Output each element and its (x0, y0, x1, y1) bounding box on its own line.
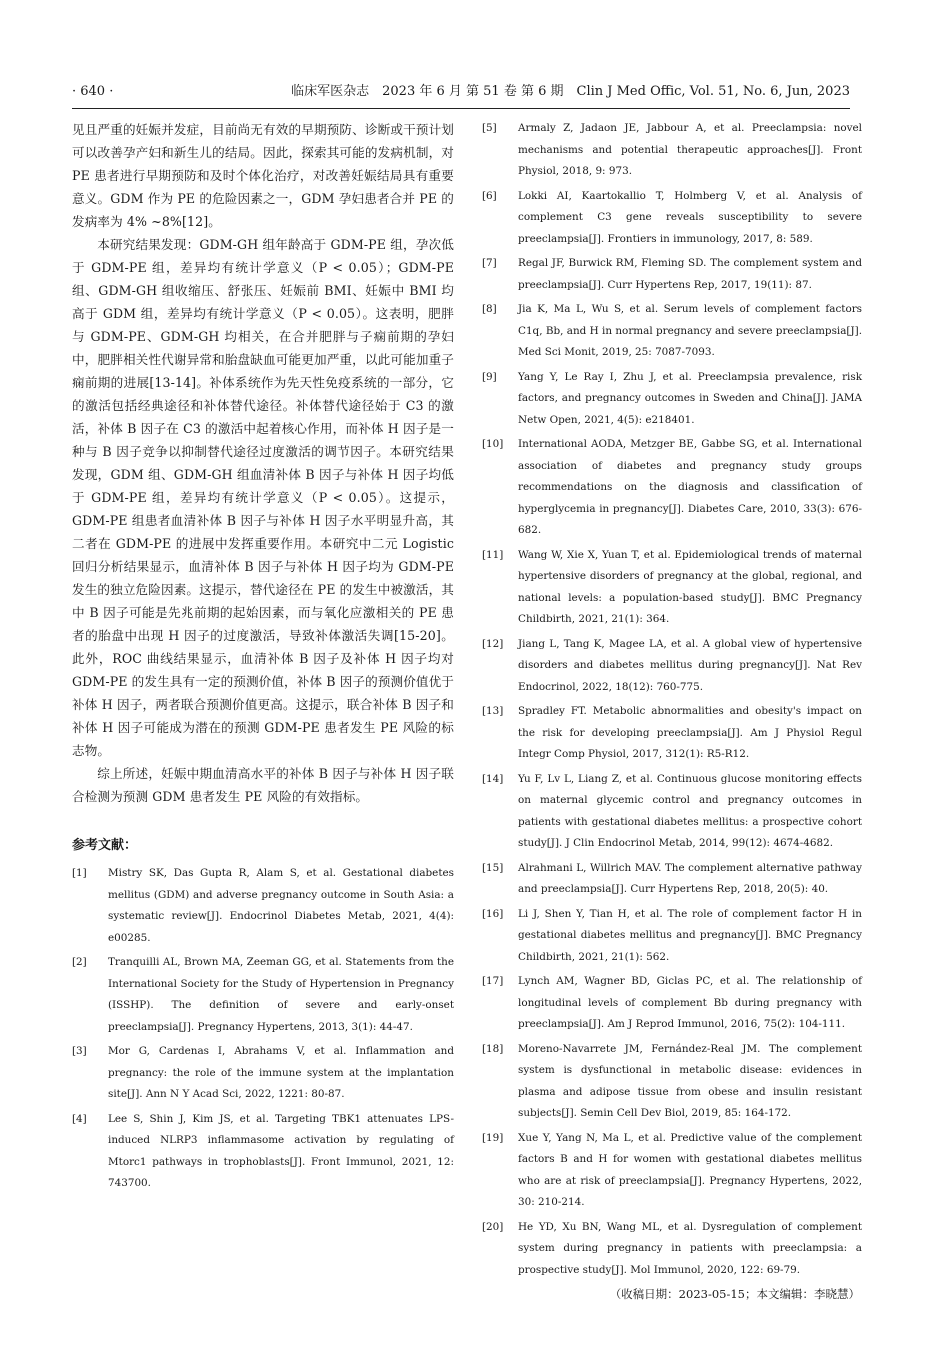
reference-text: Lokki AI, Kaartokallio T, Holmberg V, et al. Analysis of complement C3 gene reveals susceptibility to severe preeclampsia[J]. Frontiers in immunology, 2017, 8: 589. (518, 189, 862, 245)
received-date-note: （收稿日期：2023-05-15；本文编辑：李晓慧） (609, 1287, 860, 1301)
reference-item (482, 367, 862, 432)
reference-list-left (72, 863, 454, 1195)
reference-text: Alrahmani L, Willrich MAV. The complement alternative pathway and preeclampsia[J]. Curr Hypertens Rep, 2018, 20(5): 40. (518, 861, 862, 895)
body-paragraph: 综上所述，妊娠中期血清高水平的补体 B 因子与补体 H 因子联合检测为预测 GDM 患者发生 PE 风险的有效指标。 (72, 766, 454, 804)
reference-text: Moreno-Navarrete JM, Fernández-Real JM. The complement system is dysfunctional in metabolic disease: evidences in plasma and adipose tissue from obese and insulin resistant subjects[J]. Semin Cell Dev Biol, 2019, 85: 164-172. (518, 1042, 862, 1119)
reference-number: [7] (482, 257, 497, 269)
reference-number: [11] (482, 548, 504, 561)
header-rule (72, 108, 850, 109)
reference-text: He YD, Xu BN, Wang ML, et al. Dysregulation of complement system during pregnancy in patients with preeclampsia: a prospective study[J]. Mol Immunol, 2020, 122: 69-79. (518, 1220, 862, 1276)
reference-number: [10] (482, 438, 504, 450)
reference-number: [5] (482, 122, 497, 134)
reference-item (482, 1217, 862, 1282)
reference-text: Mistry SK, Das Gupta R, Alam S, et al. Gestational diabetes mellitus (GDM) and adverse pregnancy outcome in South Asia: a systematic review[J]. Endocrinol Diabetes Metab, 2021, 4(4): e00285. (108, 867, 454, 944)
body-paragraph: 本研究结果发现：GDM-GH 组年龄高于 GDM-PE 组，孕次低于 GDM-PE 组，差异均有统计学意义（P < 0.05）；GDM-PE 组、GDM-GH 组收缩压、舒张压、妊娠前 BMI、妊娠中 BMI 均高于 GDM 组，差异均有统计学意义（P < 0.05）。这表明，肥胖与 GDM-PE、GDM-GH 均相关，在合并肥胖与子痫前期的孕妇中，肥胖相关性代谢异常和胎盘缺血可能更加严重，以此可能加重子痫前期的进展[13-14]。补体系统作为先天性免疫系统的一部分，它的激活包括经典途径和补体替代途径。补体替代途径始于 C3 的激活，补体 B 因子在 C3 的激活中起着核心作用，而补体 H 因子是一种与 B 因子竞争以抑制替代途径过度激活的调节因子。本研究结果发现，GDM 组、GDM-GH 组血清补体 B 因子与补体 H 因子均低于 GDM-PE 组，差异均有统计学意义（P < 0.05）。这提示，GDM-PE 组患者血清补体 B 因子与补体 H 因子水平明显升高，其二者在 GDM-PE 的进展中发挥重要作用。本研究中二元 Logistic 回归分析结果显示，血清补体 B 因子与补体 H 因子均为 GDM-PE 发生的独立危险因素。这提示，替代途径在 PE 的发生中被激活，其中 B 因子可能是先兆前期的起始因素，而与氧化应激相关的 PE 患者的胎盘中出现 H 因子的过度激活，导致补体激活失调[15-20]。此外，ROC 曲线结果显示，血清补体 B 因子及补体 H 因子均对 GDM-PE 的发生具有一定的预测价值，补体 B 因子的预测价值优于补体 H 因子，两者联合预测价值更高。这提示，联合补体 B 因子和补体 H 因子可能成为潜在的预测 GDM-PE 患者发生 PE 风险的标志物。 (72, 237, 454, 758)
reference-item (482, 299, 862, 364)
reference-number: [19] (482, 1131, 504, 1144)
reference-text: Armaly Z, Jadaon JE, Jabbour A, et al. Preeclampsia: novel mechanisms and potential therapeutic approaches[J]. Front Physiol, 2018, 9: 973. (518, 122, 862, 177)
reference-text: Yu F, Lv L, Liang Z, et al. Continuous glucose monitoring effects on maternal glycemic control and pregnancy outcomes in patients with gestational diabetes mellitus: a prospective cohort study[J]. J Clin Endocrinol Metab, 2014, 99(12): 4674-4682. (518, 772, 862, 849)
reference-item (72, 952, 454, 1038)
reference-list-right (482, 118, 862, 1281)
reference-number: [16] (482, 907, 504, 920)
reference-number: [1] (72, 867, 87, 879)
reference-text: Spradley FT. Metabolic abnormalities and obesity's impact on the risk for developing preeclampsia[J]. Am J Physiol Regul Integr Comp Physiol, 2017, 312(1): R5-R12. (518, 705, 862, 760)
reference-text: Jia K, Ma L, Wu S, et al. Serum levels of complement factors C1q, Bb, and H in normal pregnancy and severe preeclampsia[J]. Med Sci Monit, 2019, 25: 7087-7093. (518, 303, 862, 358)
reference-item (482, 904, 862, 969)
reference-item (482, 971, 862, 1036)
reference-number: [15] (482, 861, 504, 874)
reference-text: Xue Y, Yang N, Ma L, et al. Predictive value of the complement factors B and H for women with gestational diabetes mellitus who are at risk of preeclampsia[J]. Pregnancy Hypertens, 2022, 30: 210-214. (518, 1131, 862, 1208)
reference-number: [20] (482, 1220, 504, 1233)
reference-number: [2] (72, 956, 87, 968)
reference-number: [8] (482, 303, 497, 315)
reference-item (72, 1109, 454, 1195)
reference-item (482, 701, 862, 766)
page-number: · 640 · (72, 84, 114, 99)
reference-number: [6] (482, 189, 497, 202)
body-paragraph: 见且严重的妊娠并发症，目前尚无有效的早期预防、诊断或干预计划可以改善孕产妇和新生儿的结局。因此，探索其可能的发病机制，对 PE 患者进行早期预防和及时个体化治疗，对改善妊娠结局具有重要意义。GDM 作为 PE 的危险因素之一，GDM 孕妇患者合并 PE 的发病率为 4% ~8%[12]。 (72, 122, 454, 229)
reference-number: [9] (482, 370, 497, 383)
reference-number: [12] (482, 637, 504, 650)
reference-number: [4] (72, 1112, 87, 1125)
reference-item (72, 1041, 454, 1106)
reference-text: Jiang L, Tang K, Magee LA, et al. A global view of hypertensive disorders and diabetes mellitus during pregnancy[J]. Nat Rev Endocrinol, 2022, 18(12): 760-775. (518, 637, 862, 693)
journal-info: 临床军医杂志 2023 年 6 月 第 51 卷 第 6 期 Clin J Med Offic, Vol. 51, No. 6, Jun, 2023 (291, 84, 850, 99)
references-title: 参考文献： (72, 838, 138, 853)
left-column (72, 118, 454, 1198)
reference-item (72, 863, 454, 949)
reference-number: [17] (482, 975, 504, 987)
reference-item (482, 858, 862, 901)
right-column (482, 118, 862, 1304)
reference-item (482, 1039, 862, 1125)
reference-number: [14] (482, 772, 504, 785)
reference-text: Mor G, Cardenas I, Abrahams V, et al. Inflammation and pregnancy: the role of the immune system at the implantation site[J]. Ann N Y Acad Sci, 2022, 1221: 80-87. (108, 1045, 454, 1100)
reference-number: [18] (482, 1042, 504, 1055)
running-header (72, 80, 850, 104)
reference-number: [13] (482, 705, 504, 717)
reference-item (482, 434, 862, 542)
reference-item (482, 634, 862, 699)
reference-text: Regal JF, Burwick RM, Fleming SD. The complement system and preeclampsia[J]. Curr Hypertens Rep, 2017, 19(11): 87. (518, 257, 862, 291)
reference-text: Lee S, Shin J, Kim JS, et al. Targeting TBK1 attenuates LPS-induced NLRP3 inflammasome activation by regulating of Mtorc1 pathways in trophoblasts[J]. Front Immunol, 2021, 12: 743700. (108, 1112, 454, 1189)
reference-item (482, 1128, 862, 1214)
reference-item (482, 253, 862, 296)
reference-item (482, 118, 862, 183)
reference-text: Lynch AM, Wagner BD, Giclas PC, et al. The relationship of longitudinal levels of complement Bb during pregnancy with preeclampsia[J]. Am J Reprod Immunol, 2016, 75(2): 104-111. (518, 975, 862, 1030)
reference-text: Li J, Shen Y, Tian H, et al. The role of complement factor H in gestational diabetes mellitus and pregnancy[J]. BMC Pregnancy Childbirth, 2021, 21(1): 562. (518, 907, 862, 963)
reference-text: Tranquilli AL, Brown MA, Zeeman GG, et al. Statements from the International Society for the Study of Hypertension in Pregnancy (ISSHP). The definition of severe and early-onset preeclampsia[J]. Pregnancy Hypertens, 2013, 3(1): 44-47. (108, 956, 454, 1033)
reference-text: Wang W, Xie X, Yuan T, et al. Epidemiological trends of maternal hypertensive disorders of pregnancy at the global, regional, and national levels: a population-based study[J]. BMC Pregnancy Childbirth, 2021, 21(1): 364. (518, 548, 862, 625)
reference-item (482, 769, 862, 855)
reference-number: [3] (72, 1045, 87, 1057)
reference-item (482, 186, 862, 251)
reference-item (482, 545, 862, 631)
reference-text: International AODA, Metzger BE, Gabbe SG, et al. International association of diabetes and pregnancy study groups recommendations on the diagnosis and classification of hyperglycemia in pregnancy[J]. Diabetes Care, 2010, 33(3): 676-682. (518, 438, 862, 536)
reference-text: Yang Y, Le Ray I, Zhu J, et al. Preeclampsia prevalence, risk factors, and pregnancy outcomes in Sweden and China[J]. JAMA Netw Open, 2021, 4(5): e218401. (518, 370, 862, 426)
